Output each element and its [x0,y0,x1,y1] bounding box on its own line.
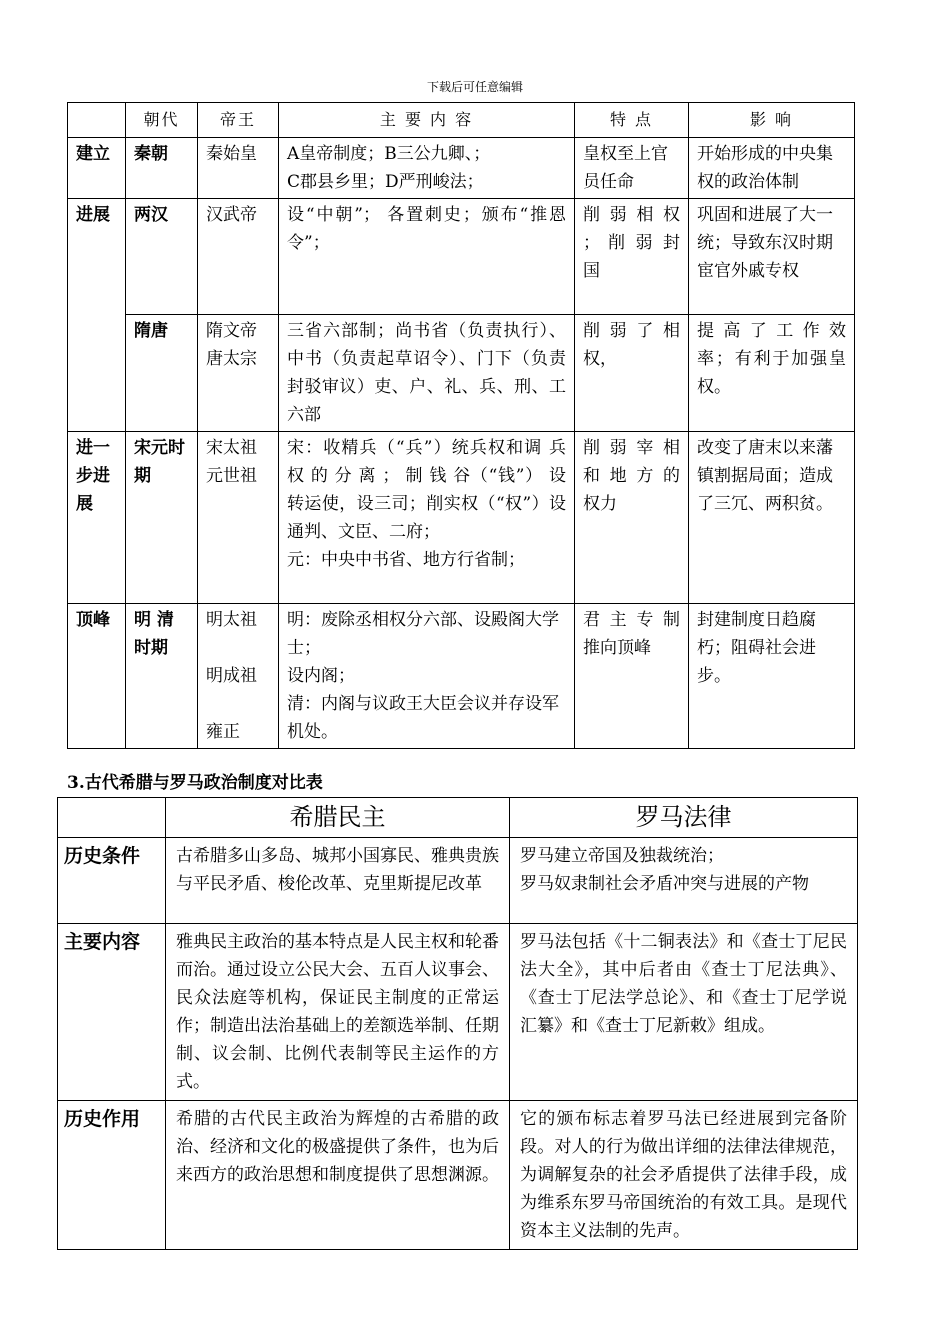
emperor-line: 宋太祖 [206,438,257,458]
spacer [206,690,270,718]
rome-cell [510,924,858,1101]
trait-cell: 削 弱 了 相 权， [575,315,689,432]
row-label: 主要内容 [58,924,166,1101]
row-label: 历史作用 [58,1101,166,1250]
table-row [68,604,855,749]
emperor-line: 明太祖 [206,610,257,630]
content-line: 清：内阁与议政王大臣会议并存设军机处。 [287,694,559,742]
emperor-cell [198,432,279,604]
row-label: 历史条件 [58,838,166,924]
content-line: 设内阁； [287,666,355,686]
greece-cell [166,924,510,1101]
greece-cell [166,838,510,924]
emperor-cell [198,138,279,199]
dynasty-cell: 宋元时期 [126,432,198,604]
table-row [58,1101,858,1250]
stage-cell: 顶峰 [68,604,126,749]
trait-cell: 削 弱 相 权 ； 削 弱 封国 [575,199,689,315]
stage-cell: 建立 [68,138,126,199]
header-cell-dynasty: 朝代 [126,103,198,138]
stage-cell: 进展 [68,199,126,432]
impact-cell: 封建制度日趋腐朽；阻碍社会进步。 [689,604,855,749]
header-cell-rome: 罗马法律 [510,798,858,838]
emperor-cell [198,315,279,432]
table-row [58,924,858,1101]
header-cell-impact: 影 响 [689,103,855,138]
table-row [68,199,855,315]
emperor-line: 元世祖 [206,466,257,486]
emperor-line: 雍正 [206,722,240,742]
dynasty-cell: 秦朝 [126,138,198,199]
impact-cell: 提 高 了 工 作 效 率；有利于加强皇权。 [689,315,855,432]
content-line: C郡县乡里；D严刑峻法； [287,172,484,192]
rome-line: 罗马法包括《十二铜表法》和《查士丁尼民法大全》，其中后者由《查士丁尼法典》、《查士丁尼法学总论》、和《查士丁尼学说汇纂》和《查士丁尼新敕》组成。 [520,932,847,1036]
table-header-row [58,798,858,838]
rome-line: 罗马建立帝国及独裁统治； [520,846,724,866]
centralization-table [67,102,855,749]
emperor-cell [198,604,279,749]
content-cell [279,604,575,749]
trait-cell: 削 弱 宰 相 和 地 方 的权力 [575,432,689,604]
content-line: 宋：收精兵（“兵”）统兵权和调 兵 权 的 分 离 ； 制 钱 谷（“钱”） 设转运使，设三司；削实权（“权”）设通判、文臣、二府； [287,438,566,542]
greece-rome-table [57,797,858,1250]
greece-line: 希腊的古代民主政治为辉煌的古希腊的政治、经济和文化的极盛提供了条件，也为后来西方的政治思想和制度提供了思想渊源。 [176,1109,499,1185]
rome-line: 它的颁布标志着罗马法已经进展到完备阶段。对人的行为做出详细的法律法律规范，为调解复杂的社会矛盾提供了法律手段，成为维系东罗马帝国统治的有效工具。是现代资本主义法制的先声。 [520,1109,847,1241]
header-note: 下载后可任意编辑 [426,80,523,94]
header-cell-emperor: 帝王 [198,103,279,138]
dynasty-cell: 隋唐 [126,315,198,432]
emperor-line: 明成祖 [206,666,257,686]
trait-cell: 皇权至上官员任命 [575,138,689,199]
greece-line: 雅典民主政治的基本特点是人民主权和轮番而治。通过设立公民大会、五百人议事会、民众法庭等机构，保证民主制度的正常运作；制造出法治基础上的差额选举制、任期制、议会制、比例代表制等民主运作的方式。 [176,932,499,1092]
content-line: 明：废除丞相权分六部、设殿阁大学士； [287,610,559,658]
impact-cell: 改变了唐末以来藩镇割据局面；造成了三冗、两积贫。 [689,432,855,604]
impact-cell: 开始形成的中央集权的政治体制 [689,138,855,199]
header-cell [68,103,126,138]
emperor-line: 秦始皇 [206,144,257,164]
table-header-row [68,103,855,138]
emperor-line: 隋文帝 [206,321,257,341]
header-cell [58,798,166,838]
table-row [58,838,858,924]
content-line: 三省六部制；尚书省（负责执行）、中书（负责起草诏令）、门下（负责封驳审议）吏、户、礼、兵、刑、工六部 [287,321,566,425]
impact-cell: 巩固和进展了大一统；导致东汉时期宦官外戚专权 [689,199,855,315]
table-row [68,432,855,604]
content-line: A皇帝制度；B三公九卿、； [287,144,491,164]
rome-cell [510,1101,858,1250]
content-line: 设“中朝”； 各置刺史；颁布“推恩令”； [287,205,566,253]
stage-cell: 进一步进展 [68,432,126,604]
content-cell [279,199,575,315]
rome-cell [510,838,858,924]
rome-line: 罗马奴隶制社会矛盾冲突与进展的产物 [520,874,809,894]
header-cell-trait: 特 点 [575,103,689,138]
header-cell-content: 主 要 内 容 [279,103,575,138]
trait-cell: 君 主 专 制 推向顶峰 [575,604,689,749]
section-title: 3.古代希腊与罗马政治制度对比表 [67,773,323,793]
dynasty-cell: 明 清 时期 [126,604,198,749]
table-row [68,315,855,432]
greece-cell [166,1101,510,1250]
greece-line: 古希腊多山多岛、城邦小国寡民、雅典贵族与平民矛盾、梭伦改革、克里斯提尼改革 [176,846,499,894]
content-cell [279,138,575,199]
emperor-line: 汉武帝 [206,205,257,225]
emperor-line: 唐太宗 [206,349,257,369]
dynasty-cell: 两汉 [126,199,198,315]
emperor-cell [198,199,279,315]
content-cell [279,432,575,604]
table-row [68,138,855,199]
spacer [206,634,270,662]
header-cell-greece: 希腊民主 [166,798,510,838]
content-cell [279,315,575,432]
content-line: 元：中央中书省、地方行省制； [287,550,525,570]
